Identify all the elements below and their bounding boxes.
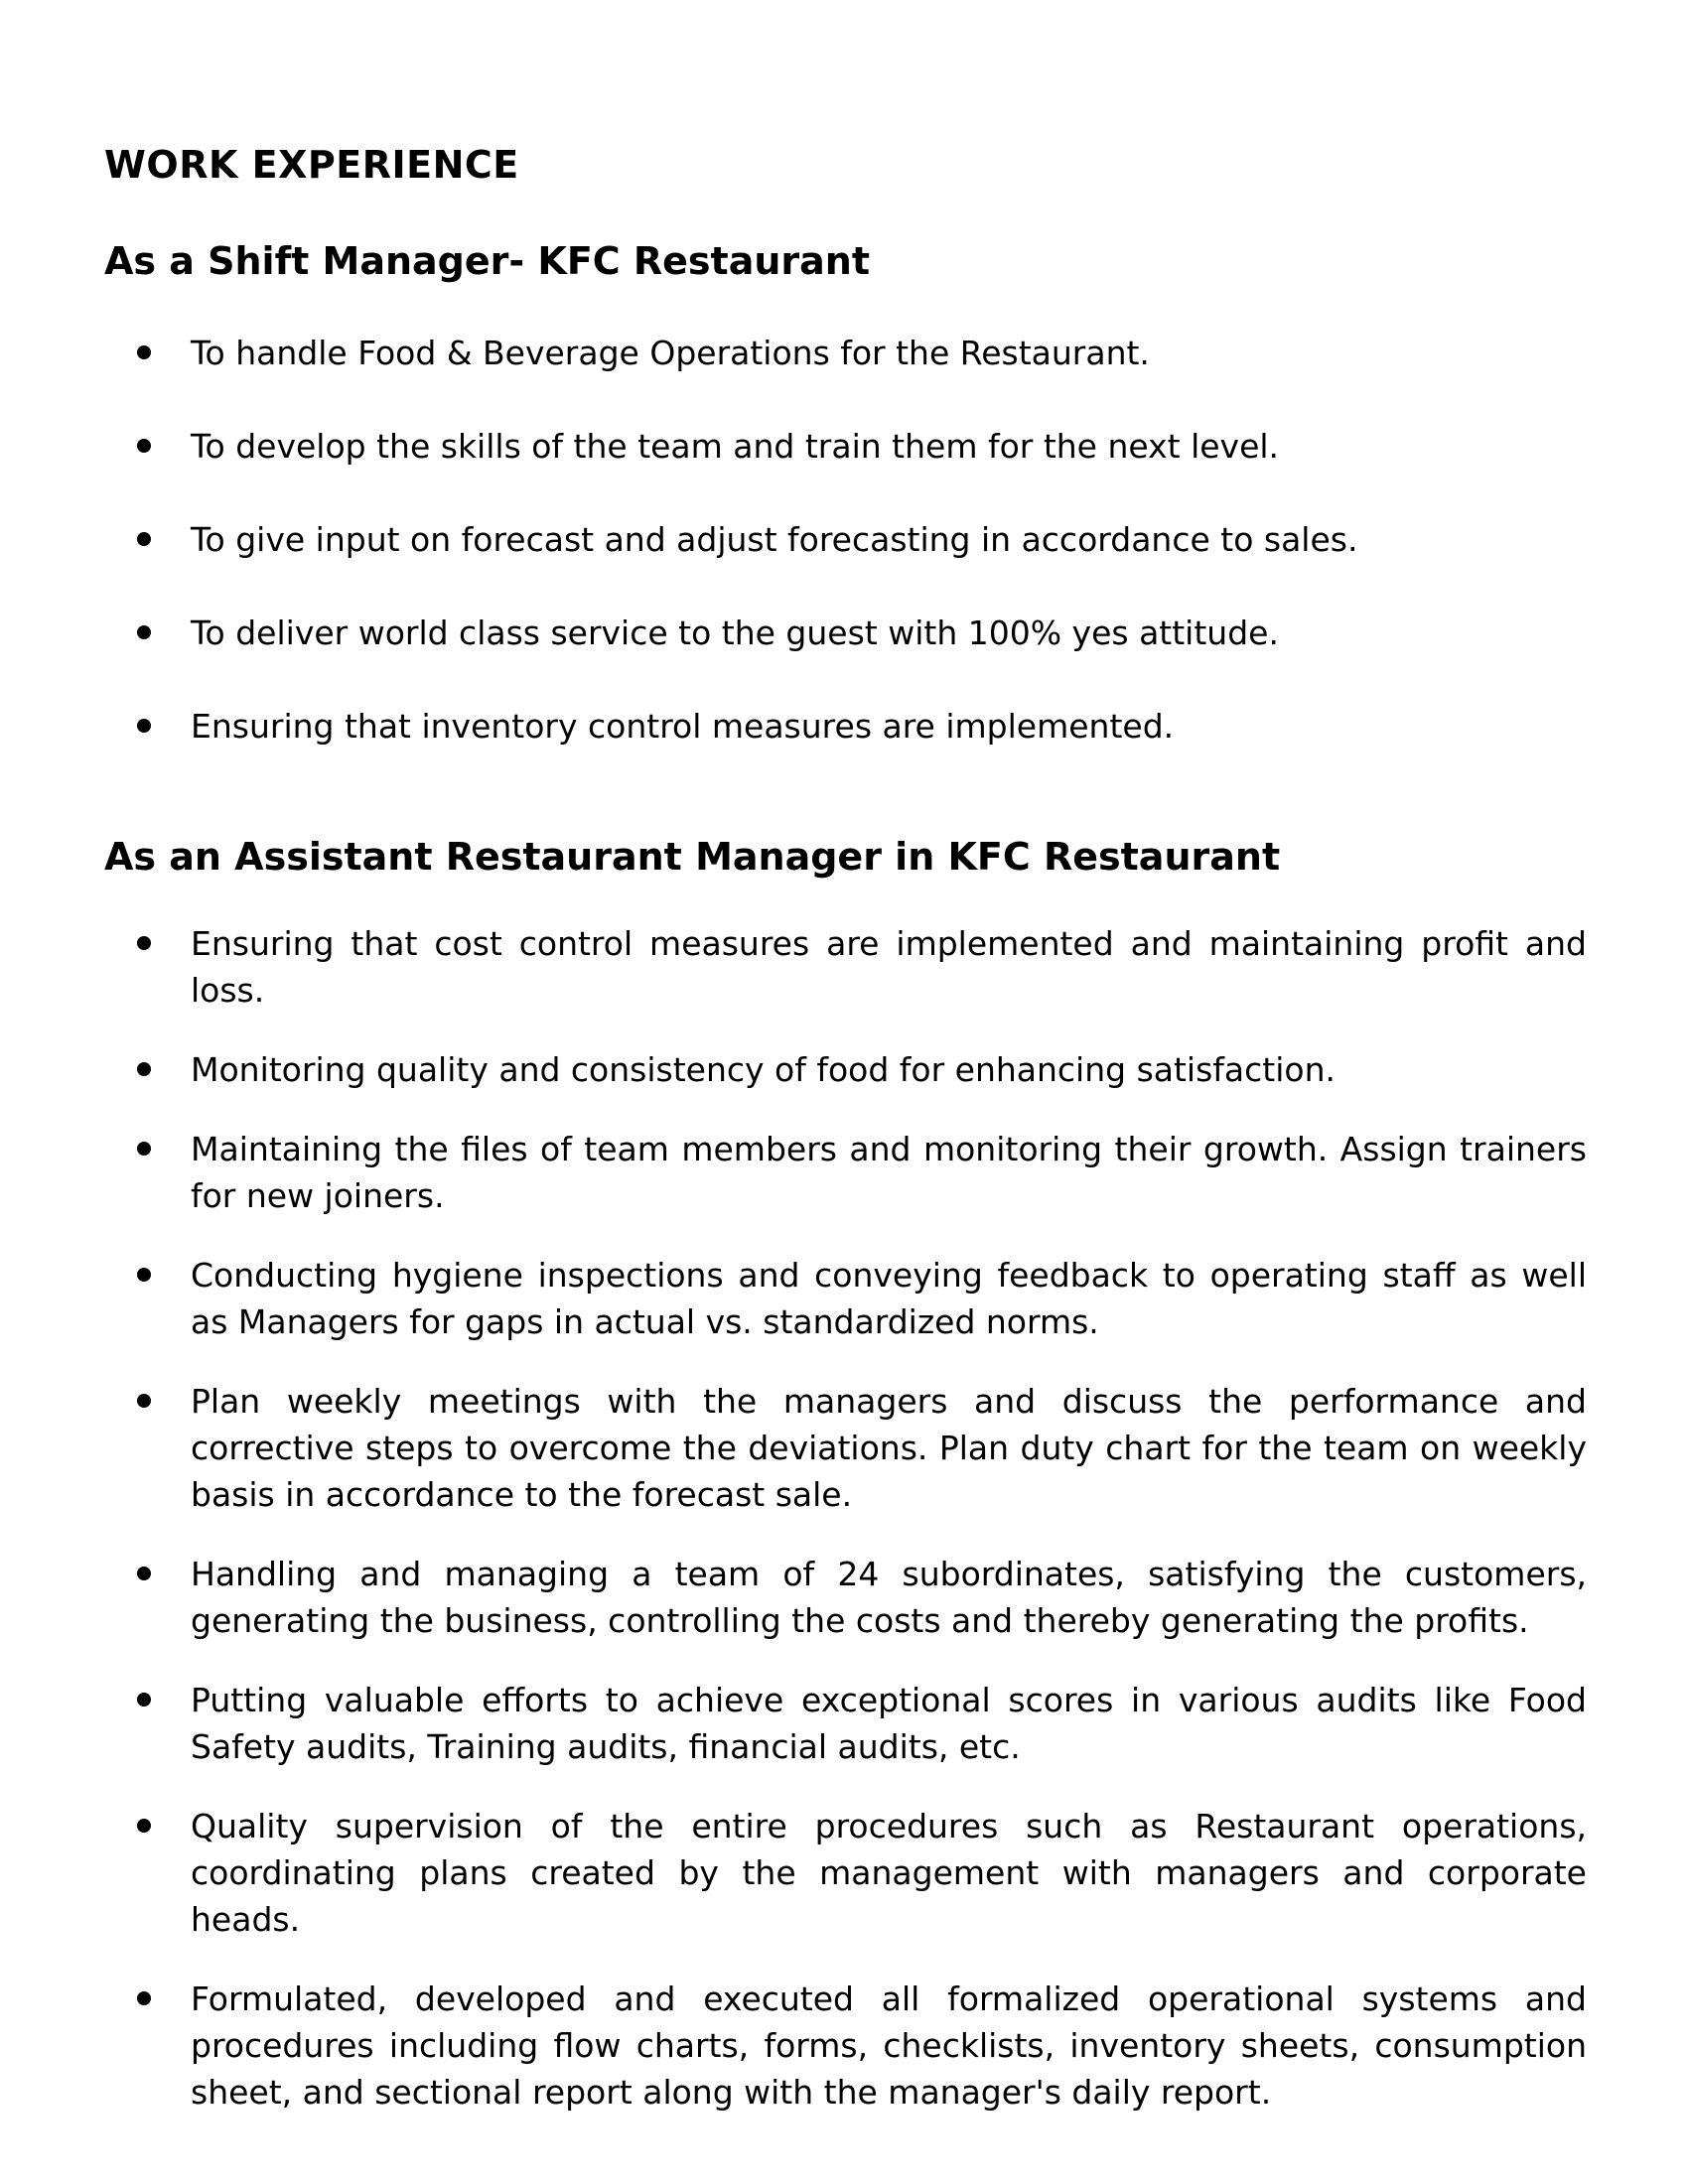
bullet-dot-icon — [137, 1991, 151, 2005]
bullet-item — [191, 703, 1587, 750]
bullet-text: To give input on forecast and adjust forecasting in accordance to sales. — [191, 520, 1358, 559]
bullet-dot-icon — [137, 345, 151, 359]
bullet-list-assistant-manager — [104, 920, 1587, 2116]
bullet-text: Conducting hygiene inspections and conveying feedback to operating staff as well as Managers for gaps in actual vs. standardized norms. — [191, 1256, 1587, 1341]
bullet-dot-icon — [137, 1693, 151, 1706]
bullet-dot-icon — [137, 439, 151, 453]
bullet-item — [191, 330, 1587, 376]
bullet-list-shift-manager — [104, 330, 1587, 750]
bullet-dot-icon — [137, 1567, 151, 1580]
bullet-dot-icon — [137, 1819, 151, 1833]
bullet-item — [191, 1551, 1587, 1644]
bullet-dot-icon — [137, 1394, 151, 1408]
bullet-text: Ensuring that cost control measures are implemented and maintaining profit and loss. — [191, 924, 1587, 1010]
bullet-item — [191, 1803, 1587, 1943]
bullet-text: Putting valuable efforts to achieve exceptional scores in various audits like Food Safety audits, Training audits, financial audits, etc. — [191, 1681, 1587, 1766]
bullet-dot-icon — [137, 1268, 151, 1282]
bullet-text: To handle Food & Beverage Operations for the Restaurant. — [191, 334, 1150, 372]
page-title: WORK EXPERIENCE — [104, 143, 519, 187]
bullet-item — [191, 1677, 1587, 1770]
section-heading-shift-manager: As a Shift Manager- KFC Restaurant — [104, 239, 871, 283]
bullet-dot-icon — [137, 719, 151, 733]
bullet-dot-icon — [137, 1142, 151, 1156]
bullet-text: Formulated, developed and executed all formalized operational systems and procedures including flow charts, forms, checklists, inventory sheets, consumption sheet, and sectional report along with the manager's daily report. — [191, 1979, 1587, 2112]
bullet-item — [191, 1126, 1587, 1219]
bullet-text: Ensuring that inventory control measures are implemented. — [191, 707, 1175, 746]
bullet-text: Plan weekly meetings with the managers and discuss the performance and corrective steps to overcome the deviations. Plan duty chart for the team on weekly basis in accordance to the forecast sale. — [191, 1382, 1587, 1514]
bullet-item — [191, 1378, 1587, 1518]
bullet-dot-icon — [137, 936, 151, 950]
bullet-item — [191, 610, 1587, 656]
bullet-text: Maintaining the files of team members and monitoring their growth. Assign trainers for new joiners. — [191, 1130, 1587, 1215]
section-heading-assistant-manager: As an Assistant Restaurant Manager in KFC Restaurant — [104, 835, 1281, 879]
bullet-text: Quality supervision of the entire procedures such as Restaurant operations, coordinating plans created by the management with managers and corporate heads. — [191, 1807, 1587, 1939]
bullet-item — [191, 920, 1587, 1014]
bullet-item — [191, 1976, 1587, 2116]
bullet-text: Handling and managing a team of 24 subordinates, satisfying the customers, generating the business, controlling the costs and thereby generating the profits. — [191, 1555, 1587, 1640]
bullet-item — [191, 423, 1587, 470]
bullet-dot-icon — [137, 532, 151, 546]
bullet-text: To deliver world class service to the guest with 100% yes attitude. — [191, 614, 1279, 652]
bullet-item — [191, 1252, 1587, 1345]
bullet-text: Monitoring quality and consistency of food for enhancing satisfaction. — [191, 1050, 1336, 1089]
bullet-item — [191, 516, 1587, 563]
bullet-dot-icon — [137, 625, 151, 639]
bullet-text: To develop the skills of the team and train them for the next level. — [191, 427, 1280, 466]
bullet-dot-icon — [137, 1062, 151, 1076]
bullet-item — [191, 1046, 1587, 1093]
